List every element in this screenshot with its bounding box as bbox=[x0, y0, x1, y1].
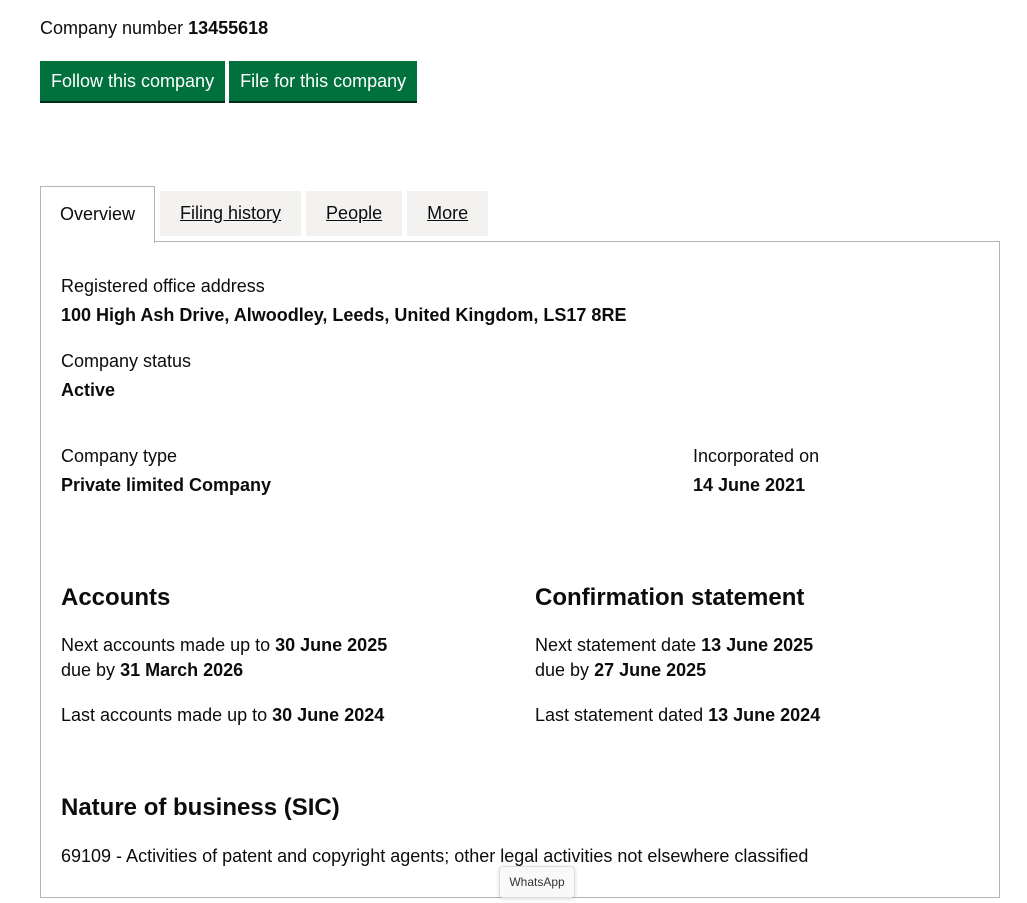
confirmation-next bbox=[535, 635, 813, 656]
accounts-next-date: 30 June 2025 bbox=[275, 635, 388, 655]
confirmation-last bbox=[535, 705, 820, 726]
confirmation-heading: Confirmation statement bbox=[535, 584, 805, 611]
sic-item: 69109 - Activities of patent and copyright agents; other legal activities not elsewhere classified bbox=[61, 846, 809, 866]
accounts-last-date: 30 June 2024 bbox=[272, 705, 385, 725]
company-number-value: 13455618 bbox=[188, 18, 269, 38]
tab-overview[interactable]: Overview bbox=[40, 186, 155, 243]
registered-office-value: 100 High Ash Drive, Alwoodley, Leeds, United Kingdom, LS17 8RE bbox=[61, 305, 627, 325]
accounts-last-label: Last accounts made up to bbox=[61, 705, 268, 725]
confirmation-due-date: 27 June 2025 bbox=[594, 660, 707, 680]
company-status-value: Active bbox=[61, 380, 116, 400]
confirmation-due bbox=[535, 660, 706, 681]
confirmation-last-date: 13 June 2024 bbox=[708, 705, 821, 725]
company-number bbox=[40, 18, 268, 39]
incorporated-label: Incorporated on bbox=[693, 446, 820, 466]
accounts-due-label: due by bbox=[61, 660, 116, 680]
follow-company-button[interactable]: Follow this company bbox=[40, 61, 225, 101]
accounts-due-date: 31 March 2026 bbox=[120, 660, 244, 680]
accounts-next bbox=[61, 635, 387, 656]
incorporated-value: 14 June 2021 bbox=[693, 475, 806, 495]
tab-more[interactable]: More bbox=[407, 191, 488, 236]
confirmation-next-label: Next statement date bbox=[535, 635, 697, 655]
company-actions bbox=[40, 61, 417, 101]
accounts-due bbox=[61, 660, 243, 681]
tab-people[interactable]: People bbox=[306, 191, 402, 236]
sic-heading: Nature of business (SIC) bbox=[61, 794, 340, 821]
confirmation-due-label: due by bbox=[535, 660, 590, 680]
registered-office-label: Registered office address bbox=[61, 276, 265, 296]
confirmation-next-date: 13 June 2025 bbox=[701, 635, 814, 655]
whatsapp-tooltip: WhatsApp bbox=[499, 866, 575, 898]
company-type-value: Private limited Company bbox=[61, 475, 272, 495]
company-status-label: Company status bbox=[61, 351, 192, 371]
tab-filing-history[interactable]: Filing history bbox=[160, 191, 301, 236]
accounts-heading: Accounts bbox=[61, 584, 171, 611]
file-for-company-button[interactable]: File for this company bbox=[229, 61, 417, 101]
accounts-last bbox=[61, 705, 384, 726]
company-tabs bbox=[40, 186, 488, 243]
company-type-label: Company type bbox=[61, 446, 178, 466]
company-number-label: Company number bbox=[40, 18, 184, 38]
confirmation-last-label: Last statement dated bbox=[535, 705, 704, 725]
accounts-next-label: Next accounts made up to bbox=[61, 635, 271, 655]
overview-panel bbox=[40, 241, 1000, 898]
